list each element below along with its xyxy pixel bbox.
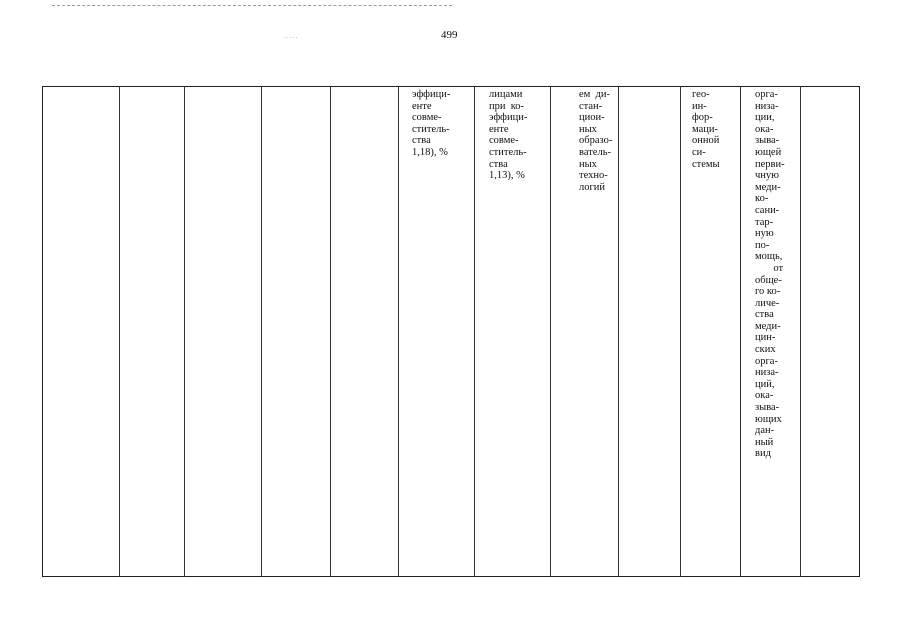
column-divider — [800, 86, 801, 577]
column-divider — [261, 86, 262, 577]
table-cell-col8: ем ди- стан- циои- ных образо- ватель- ных техно- логий — [579, 89, 613, 193]
column-divider — [740, 86, 741, 577]
column-divider — [474, 86, 475, 577]
table-frame — [42, 86, 860, 577]
column-divider — [330, 86, 331, 577]
column-divider — [618, 86, 619, 577]
table-cell-col6: эффици- енте совме- ститель- ства 1,18), % — [412, 89, 451, 158]
scan-mark: ..... — [284, 33, 299, 40]
column-divider — [550, 86, 551, 577]
table-cell-col7: лицами при ко- эффици- енте совме- ститель- ства 1,13), % — [489, 89, 528, 182]
column-divider — [184, 86, 185, 577]
page-number: 499 — [441, 29, 458, 41]
column-divider — [119, 86, 120, 577]
scan-top-rule — [52, 5, 452, 6]
column-divider — [398, 86, 399, 577]
column-divider — [680, 86, 681, 577]
table-cell-col10: гео- ин- фор- маци- онной си- стемы — [692, 89, 720, 170]
table-cell-col11: орга- низа- ции, ока- зыва- ющей перви- чную меди- ко- сани- тар- ную по- мощь, от обще- го ко- личе- ства меди- цин- ских орга- низа- ций, ока- зыва- ющих дан- ный вид — [755, 89, 785, 460]
